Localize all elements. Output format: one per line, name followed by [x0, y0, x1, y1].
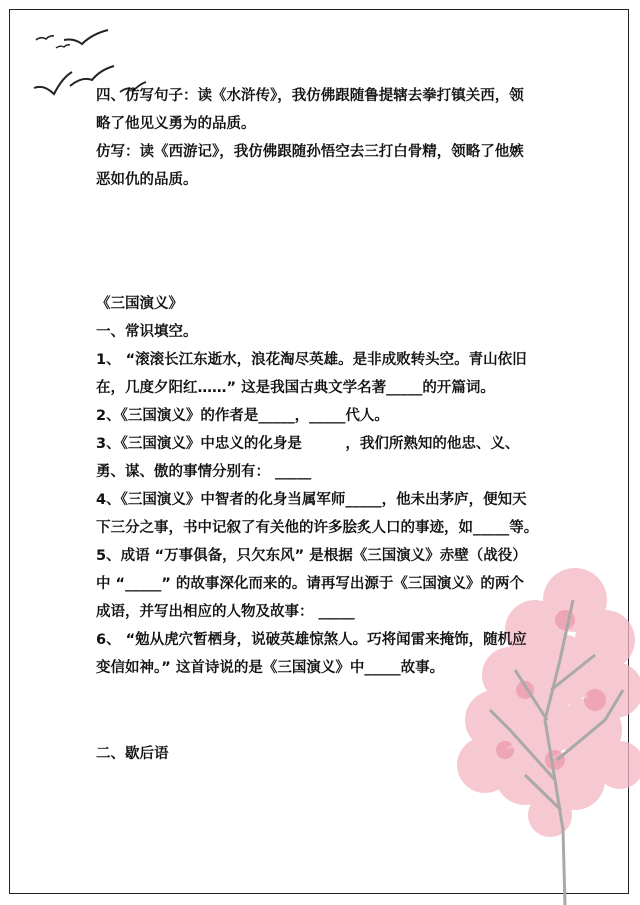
question-5-line3: 成语，并写出相应的人物及故事： _____: [96, 604, 355, 620]
question-1-line1: 1、 “滚滚长江东逝水，浪花淘尽英雄。是非成败转头空。青山依旧: [96, 352, 527, 368]
question-2: 2、《三国演义》的作者是_____，_____代人。: [96, 408, 389, 424]
question-4-line1: 4、《三国演义》中智者的化身当属军师_____，他未出茅庐，便知天: [96, 492, 527, 508]
question-3-line2: 勇、谋、傲的事情分别有： _____: [96, 464, 312, 480]
question-5-line2: 中 “_____” 的故事深化而来的。请再写出源于《三国演义》的两个: [96, 576, 524, 592]
question-6-line2: 变信如神。” 这首诗说的是《三国演义》中_____故事。: [96, 660, 445, 676]
question-6-line1: 6、 “勉从虎穴暂栖身，说破英雄惊煞人。巧将闻雷来掩饰，随机应: [96, 632, 527, 648]
document-body: [96, 82, 556, 768]
book-title: 《三国演义》: [96, 296, 183, 312]
question-5-line1: 5、成语 “万事俱备，只欠东风” 是根据《三国演义》赤壁（战役）: [96, 548, 527, 564]
section4-line1: 四、仿写句子：读《水浒传》，我仿佛跟随鲁提辖去拳打镇关西，领: [96, 88, 524, 104]
question-3-line1: 3、《三国演义》中忠义的化身是 ，我们所熟知的他忠、义、: [96, 436, 520, 452]
section4-line2: 略了他见义勇为的品质。: [96, 116, 256, 132]
section4-line4: 恶如仇的品质。: [96, 172, 198, 188]
part1-heading: 一、常识填空。: [96, 324, 198, 340]
section4-line3: 仿写：读《西游记》，我仿佛跟随孙悟空去三打白骨精，领略了他嫉: [96, 144, 524, 160]
part2-heading: 二、歇后语: [96, 746, 169, 762]
question-1-line2: 在，几度夕阳红……” 这是我国古典文学名著_____的开篇词。: [96, 380, 495, 396]
question-4-line2: 下三分之事，书中记叙了有关他的许多脍炙人口的事迹，如_____等。: [96, 520, 539, 536]
